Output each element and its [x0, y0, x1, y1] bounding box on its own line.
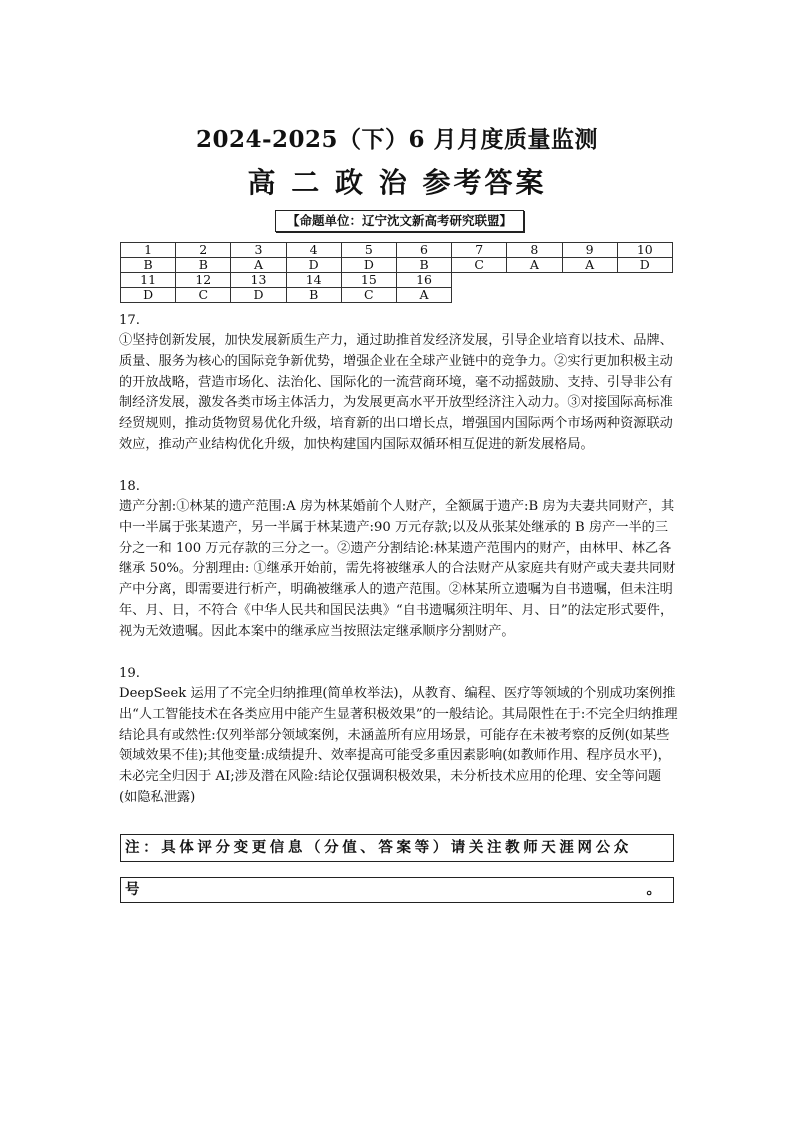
question-number-cell: 7 — [452, 243, 507, 258]
scoring-note-line2-text: 号 — [125, 881, 140, 898]
empty-cell — [507, 273, 562, 288]
answer-cell: C — [176, 288, 231, 303]
question-number-cell: 6 — [396, 243, 451, 258]
question-number-cell: 14 — [286, 273, 341, 288]
question-number-cell: 16 — [396, 273, 451, 288]
answer-cell: B — [176, 258, 231, 273]
answer-cell: B — [121, 258, 176, 273]
question-number-cell: 4 — [286, 243, 341, 258]
empty-cell — [452, 288, 507, 303]
choice-answer-table — [120, 242, 673, 303]
answer-cell: D — [286, 258, 341, 273]
empty-cell — [562, 273, 617, 288]
question-number-cell: 1 — [121, 243, 176, 258]
question-number-cell: 10 — [617, 243, 672, 258]
question-number-cell: 11 — [121, 273, 176, 288]
answer-table-row-numbers-2 — [121, 273, 673, 288]
answer-cell: D — [341, 258, 396, 273]
question-number-cell: 2 — [176, 243, 231, 258]
exam-title: 2024-2025（下）6 月月度质量监测 — [195, 126, 599, 153]
q18-answer-text: 遗产分割:①林某的遗产范围:A 房为林某婚前个人财产，全额属于遗产:B 房为夫妻共同财产，其中一半属于张某遗产，另一半属于林某遗产:90 万元存款;以及从张某处继承的 B 房产一半的三分之一和 100 万元存款的三分之一。②遗产分割结论:林某遗产范围内的财产，由林甲、林乙各继承 50%。分割理由: ①继承开始前，需先将被继承人的合法财产从家庭共有财产或夫妻共同财产中分离，即需要进行析产，明确被继承人的遗产范围。②林某所立遗嘱为自书遗嘱，但未注明年、月、日，不符合《中华人民共和国民法典》“自书遗嘱须注明年、月、日”的法定形式要件，视为无效遗嘱。因此本案中的继承应当按照法定继承顺序分割财产。 — [119, 499, 676, 639]
answer-cell: B — [396, 258, 451, 273]
empty-cell — [617, 288, 672, 303]
answer-cell: B — [286, 288, 341, 303]
scoring-note-line1: 注：具体评分变更信息（分值、答案等）请关注教师天涯网公众 — [120, 834, 674, 862]
answer-cell: A — [231, 258, 286, 273]
q19-answer-text: DeepSeek 运用了不完全归纳推理(简单枚举法)，从教育、编程、医疗等领域的个别成功案例推出“人工智能技术在各类应用中能产生显著积极效果”的一般结论。其局限性在于:不完全归纳推理结论具有或然性:仅列举部分领域案例，未涵盖所有应用场景，可能存在未被考察的反例(如某些领域效果不佳);其他变量:成绩提升、效率提高可能受多重因素影响(如教师作用、程序员水平)，未必完全归因于 AI;涉及潜在风险:结论仅强调积极效果，未分析技术应用的伦理、安全等问题(如隐私泄露) — [119, 686, 678, 805]
answer-cell: A — [507, 258, 562, 273]
compiler-unit-box: 【命题单位：辽宁沈文新高考研究联盟】 — [275, 210, 524, 232]
answer-table-row-answers-2 — [121, 288, 673, 303]
scoring-note-line2 — [120, 877, 674, 903]
answer-cell: A — [562, 258, 617, 273]
empty-cell — [617, 273, 672, 288]
empty-cell — [507, 288, 562, 303]
answer-cell: A — [396, 288, 451, 303]
answer-cell: D — [617, 258, 672, 273]
exam-subtitle: 高 二 政 治 参考答案 — [247, 166, 547, 199]
q17-answer-text: ①坚持创新发展，加快发展新质生产力，通过助推首发经济发展，引导企业培育以技术、品牌、质量、服务为核心的国际竞争新优势，增强企业在全球产业链中的竞争力。②实行更加积极主动的开放战略，营造市场化、法治化、国际化的一流营商环境，毫不动摇鼓励、支持、引导非公有制经济发展，激发各类市场主体活力，为发展更高水平开放型经济注入动力。③对接国际高标准经贸规则，推动货物贸易优化升级，培育新的出口增长点，增强国内国际两个市场两种资源联动效应，推动产业结构优化升级，加快构建国内国际双循环相互促进的新发展格局。 — [119, 333, 673, 452]
question-number-cell: 5 — [341, 243, 396, 258]
answer-cell: C — [341, 288, 396, 303]
answer-table-row-numbers-1 — [121, 243, 673, 258]
question-number-cell: 3 — [231, 243, 286, 258]
answer-cell: C — [452, 258, 507, 273]
answer-table-row-answers-1 — [121, 258, 673, 273]
empty-cell — [452, 273, 507, 288]
answer-cell: D — [121, 288, 176, 303]
empty-cell — [562, 288, 617, 303]
q17-number: 17. — [119, 313, 140, 328]
scoring-note-end-mark: 。 — [646, 881, 661, 898]
question-number-cell: 9 — [562, 243, 617, 258]
answer-cell: D — [231, 288, 286, 303]
question-number-cell: 15 — [341, 273, 396, 288]
question-number-cell: 8 — [507, 243, 562, 258]
question-number-cell: 13 — [231, 273, 286, 288]
q18-number: 18. — [119, 479, 140, 494]
q19-number: 19. — [119, 666, 140, 681]
question-number-cell: 12 — [176, 273, 231, 288]
